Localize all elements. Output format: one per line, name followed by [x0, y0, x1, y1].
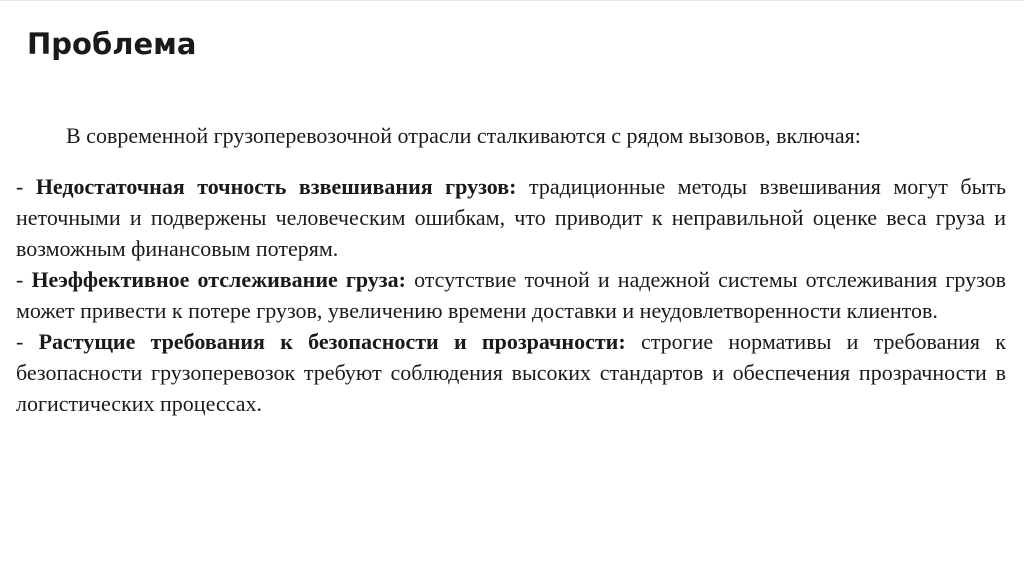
item-text: отсутствие точной и надежной системы отслеживания грузов может привести к потере грузов, увеличению времени доставки и неудовлетворенности клиентов.: [16, 267, 1007, 323]
problem-item-tracking: [16, 264, 1006, 326]
item-heading: Недостаточная точность взвешивания грузов:: [35, 174, 517, 199]
problem-item-safety: [16, 326, 1006, 419]
item-dash: -: [16, 174, 24, 199]
intro-paragraph: В современной грузоперевозочной отрасли сталкиваются с рядом вызовов, включая:: [66, 123, 861, 148]
item-text: строгие нормативы и требования к безопасности грузоперевозок требуют соблюдения высоких стандартов и обеспечения прозрачности в логистических процессах.: [16, 329, 1006, 416]
item-text: традиционные методы взвешивания могут быть неточными и подвержены человеческим ошибкам, что приводит к неправильной оценке веса груза и возможным финансовым потерям.: [16, 174, 1007, 261]
problem-item-weighing: [16, 171, 1006, 264]
slide-title: Проблема: [27, 27, 197, 61]
item-heading: Неэффективное отслеживание груза:: [31, 267, 406, 292]
slide-body: [16, 120, 1006, 419]
item-heading: Растущие требования к безопасности и прозрачности:: [38, 329, 626, 354]
item-dash: -: [16, 267, 24, 292]
item-dash: -: [16, 329, 24, 354]
